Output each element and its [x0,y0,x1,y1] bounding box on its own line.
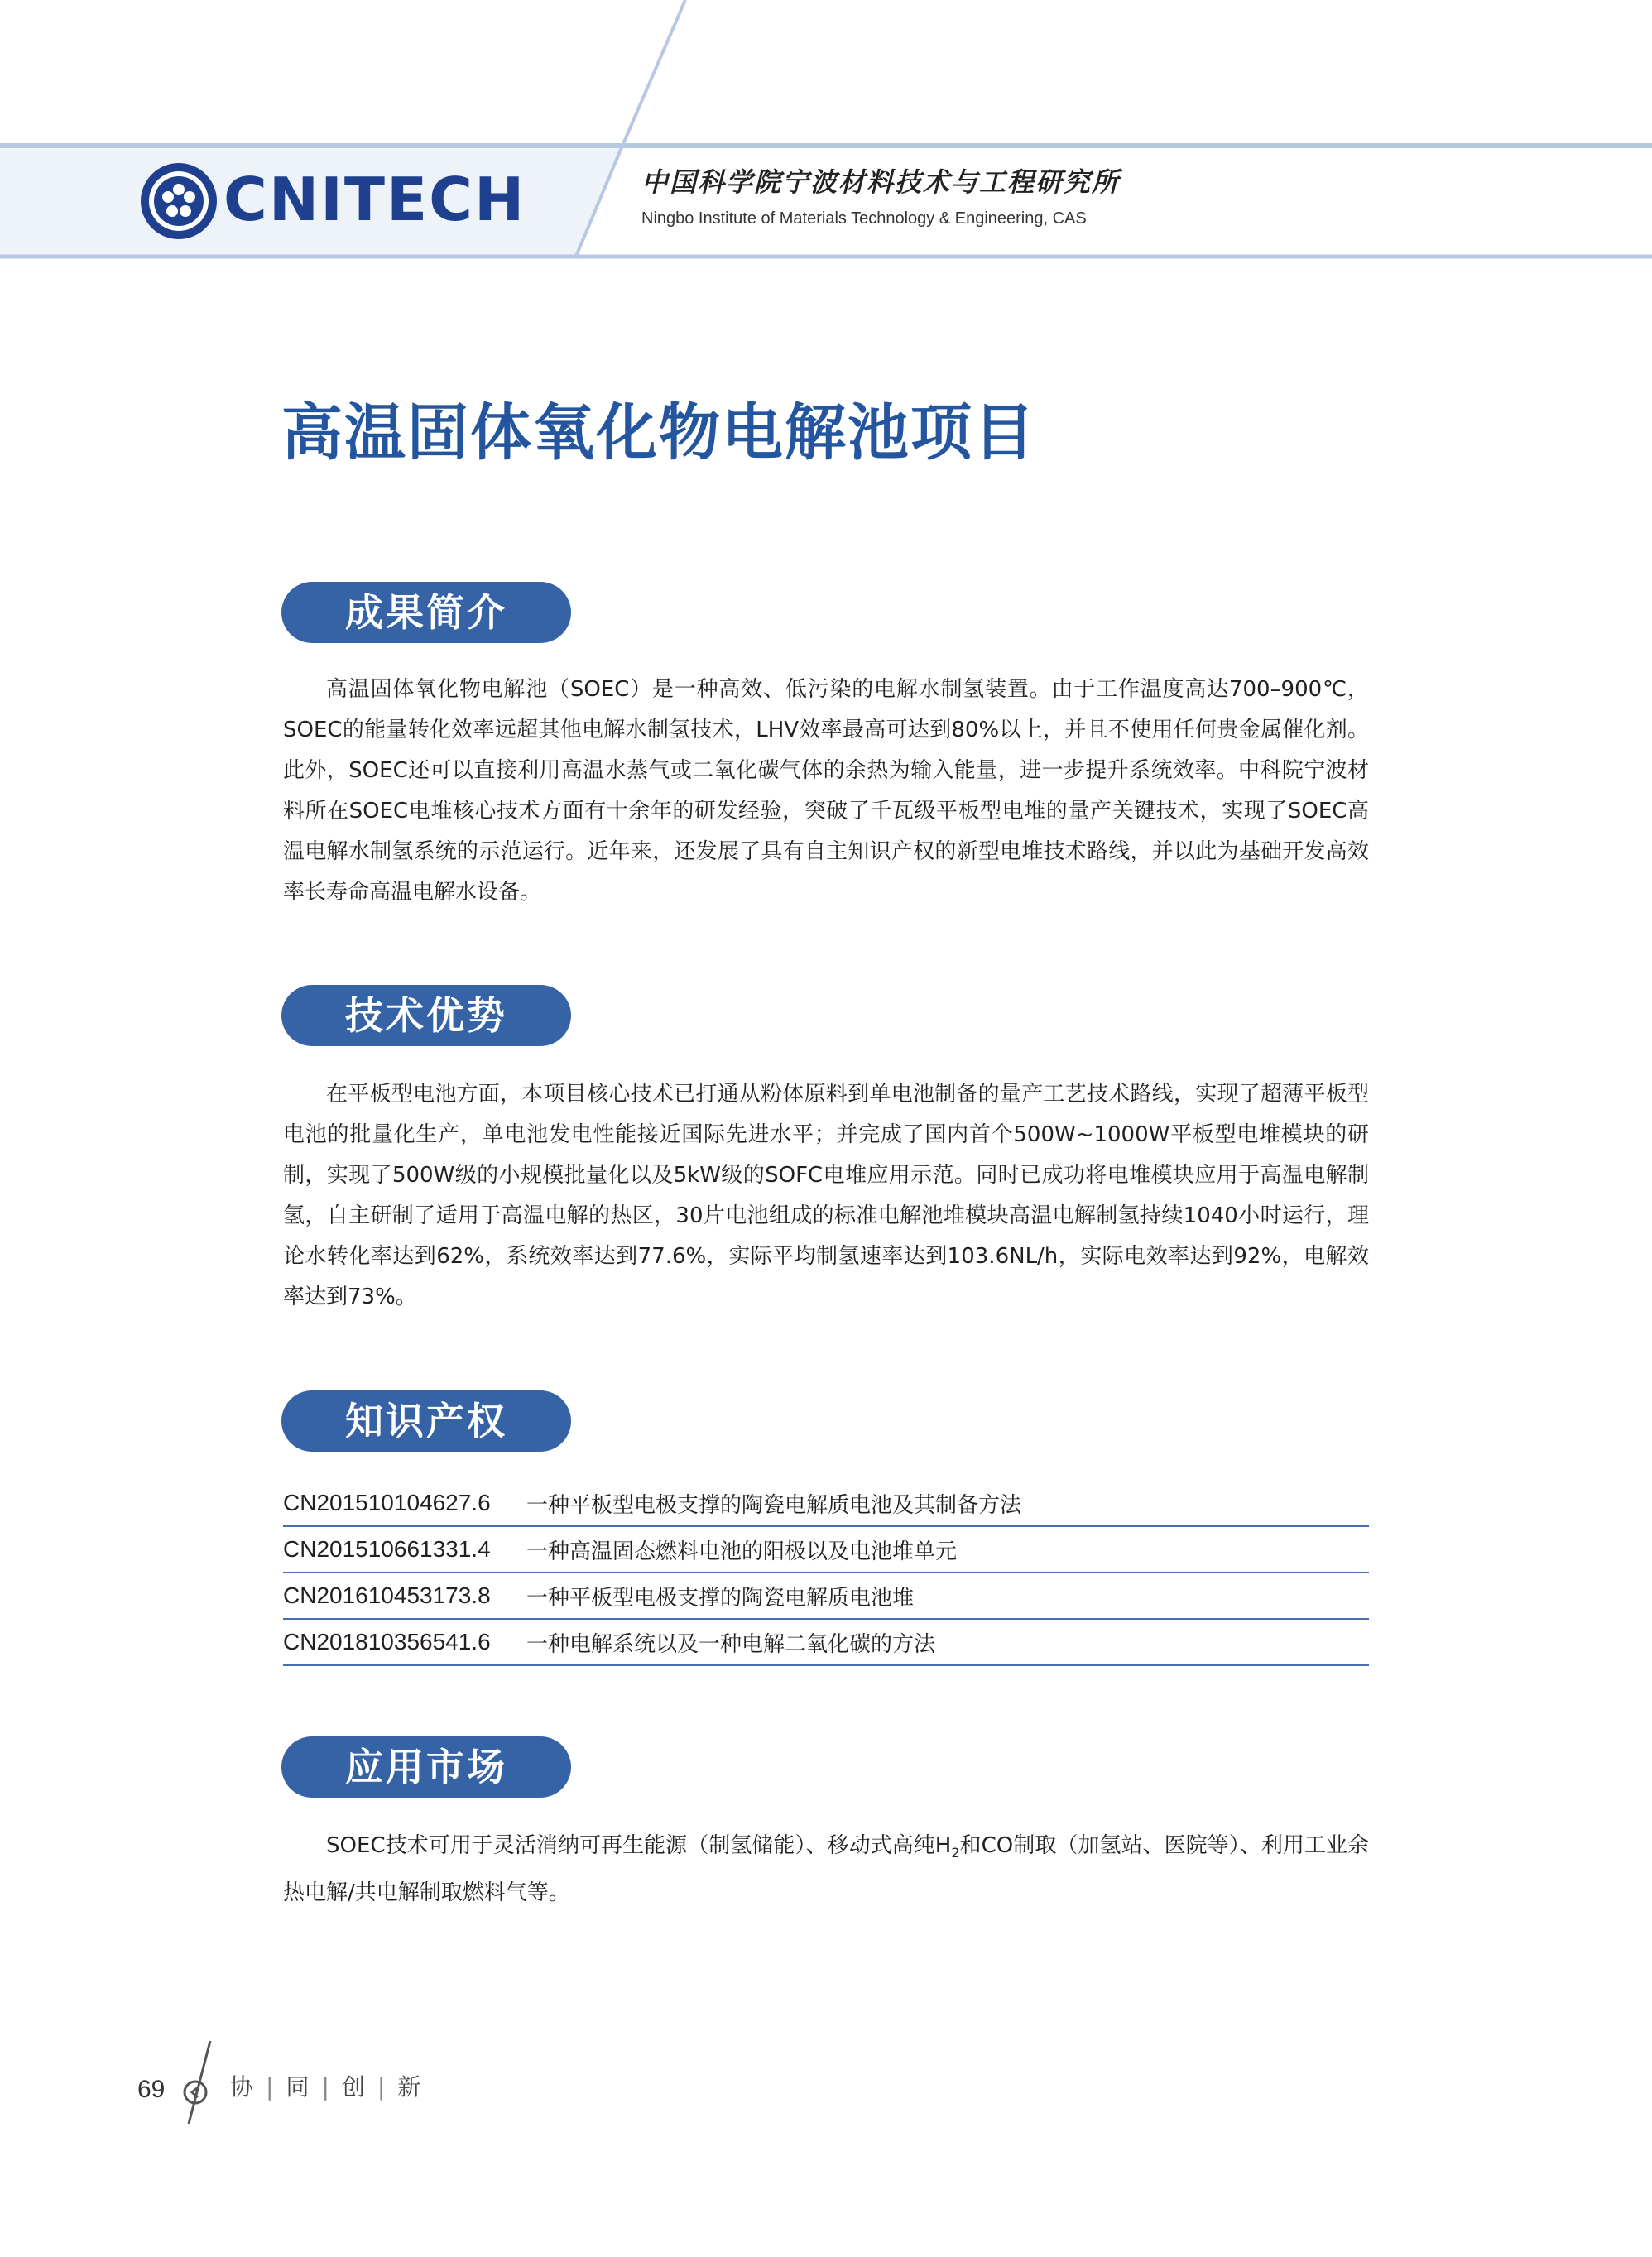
section-text-market [283,1826,1369,1914]
patent-row [283,1481,1369,1527]
cas-emblem-icon [141,163,217,239]
patent-title: 一种高温固态燃料电池的阳极以及电池堆单元 [526,1539,958,1564]
market-text-subscript: 2 [951,1845,960,1861]
patent-row [283,1620,1369,1666]
patent-table [283,1481,1369,1666]
section-heading-ip: 知识产权 [281,1390,571,1452]
section-text-advantages: 在平板型电池方面，本项目核心技术已打通从粉体原料到单电池制备的量产工艺技术路线，实现了超薄平板型电池的批量化生产，单电池发电性能接近国际先进水平；并完成了国内首个500W~1000W平板型电堆模块的研制，实现了500W级的小规模批量化以及5kW级的SOFC电堆应用示范。同时已成功将电堆模块应用于高温电解制氢，自主研制了适用于高温电解的热区，30片电池组成的标准电解池堆模块高温电解制氢持续1040小时运行，理论水转化率达到62%，系统效率达到77.6%，实际平均制氢速率达到103.6NL/h，实际电效率达到92%，电解效率达到73%。 [283,1082,1369,1309]
patent-number: CN201510104627.6 [283,1490,491,1515]
section-heading-market: 应用市场 [281,1736,571,1798]
patent-number: CN201610453173.8 [283,1582,491,1608]
page-title: 高温固体氧化物电解池项目 [281,397,1036,468]
patent-row [283,1527,1369,1573]
motto-char: 同 [286,2073,310,2101]
footer-motto: 协 | 同 | 创 | 新 [230,2073,422,2101]
header-band-right [575,146,1652,258]
header-slant-line-upper [622,0,685,146]
section-heading-advantages: 技术优势 [281,985,571,1046]
patent-number: CN201510661331.4 [283,1536,491,1562]
page-number: 69 [137,2076,166,2103]
patent-row [283,1573,1369,1620]
patent-title: 一种平板型电极支撑的陶瓷电解质电池堆 [526,1585,915,1611]
footer-arrow-mark-icon [174,2038,223,2129]
institute-name-cn: 中国科学院宁波材料技术与工程研究所 [641,166,1121,198]
market-text-part-1: SOEC技术可用于灵活消纳可再生能源（制氢储能）、移动式高纯H [326,1833,952,1858]
section-text-summary: 高温固体氧化物电解池（SOEC）是一种高效、低污染的电解水制氢装置。由于工作温度高达700–900℃，SOEC的能量转化效率远超其他电解水制氢技术，LHV效率最高可达到80%以上，并且不使用任何贵金属催化剂。此外，SOEC还可以直接利用高温水蒸气或二氧化碳气体的余热为输入能量，进一步提升系统效率。中科院宁波材料所在SOEC电堆核心技术方面有十余年的研发经验，突破了千瓦级平板型电堆的量产关键技术，实现了SOEC高温电解水制氢系统的示范运行。近年来，还发展了具有自主知识产权的新型电堆技术路线，并以此为基础开发高效率长寿命高温电解水设备。 [283,677,1369,905]
market-text-part-2: 和CO制取（加氢站、医院等）、利用工业余热电解/共电解制取燃料气等。 [283,1833,1369,1906]
patent-title: 一种平板型电极支撑的陶瓷电解质电池及其制备方法 [526,1492,1022,1518]
patent-title: 一种电解系统以及一种电解二氧化碳的方法 [526,1631,936,1657]
section-heading-summary: 成果简介 [281,582,571,643]
motto-char: 创 [341,2073,366,2101]
logo-wordmark: CNITECH [223,165,526,234]
motto-char: 新 [397,2073,422,2101]
institute-name-en: Ningbo Institute of Materials Technology & Engineering, CAS [641,209,1087,228]
motto-char: 协 [230,2073,255,2101]
patent-number: CN201810356541.6 [283,1629,491,1654]
